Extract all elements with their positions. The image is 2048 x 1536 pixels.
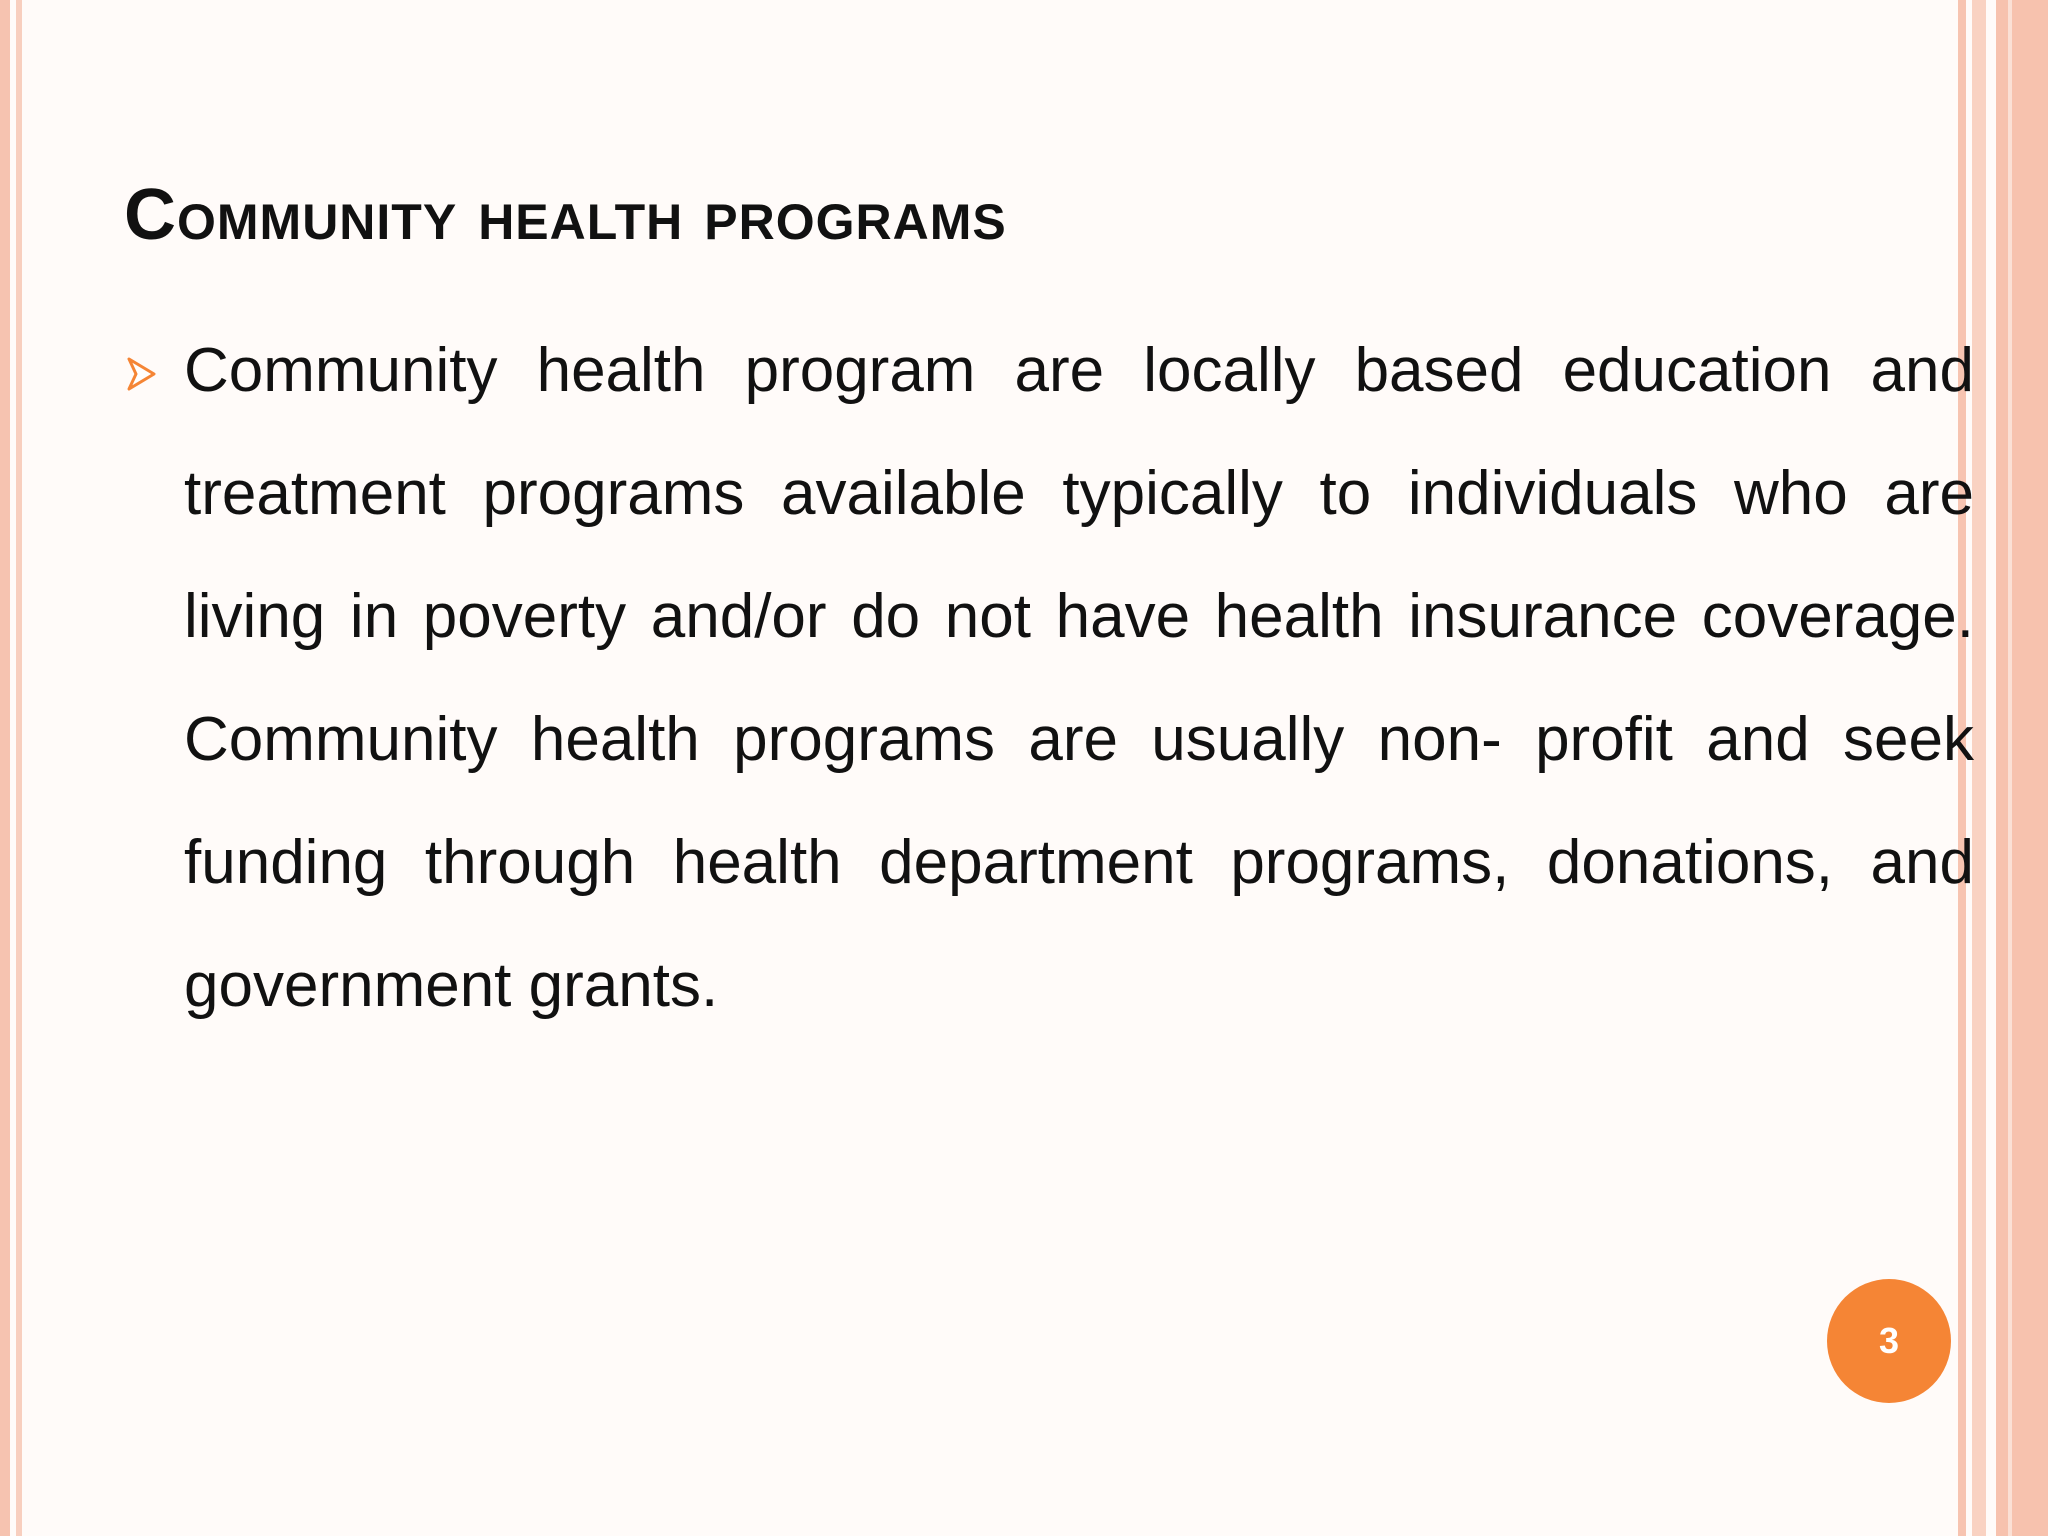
right-border-band [1972, 0, 1986, 1536]
page-number-badge: 3 [1827, 1279, 1951, 1403]
arrowhead-bullet-icon [126, 356, 156, 392]
right-border-band-wide [1996, 0, 2048, 1536]
slide-body-text: Community health program are locally based education and treatment programs available typically to individuals who are living in poverty and/or do not have health insurance coverage. Community health programs are usually non- profit and seek funding through health department programs, donations, and government grants. [184, 336, 1974, 1020]
right-border-highlight [2008, 0, 2012, 1536]
left-border-band [0, 0, 10, 1536]
slide-title: Community health programs [124, 175, 1007, 255]
left-border-line [16, 0, 22, 1536]
